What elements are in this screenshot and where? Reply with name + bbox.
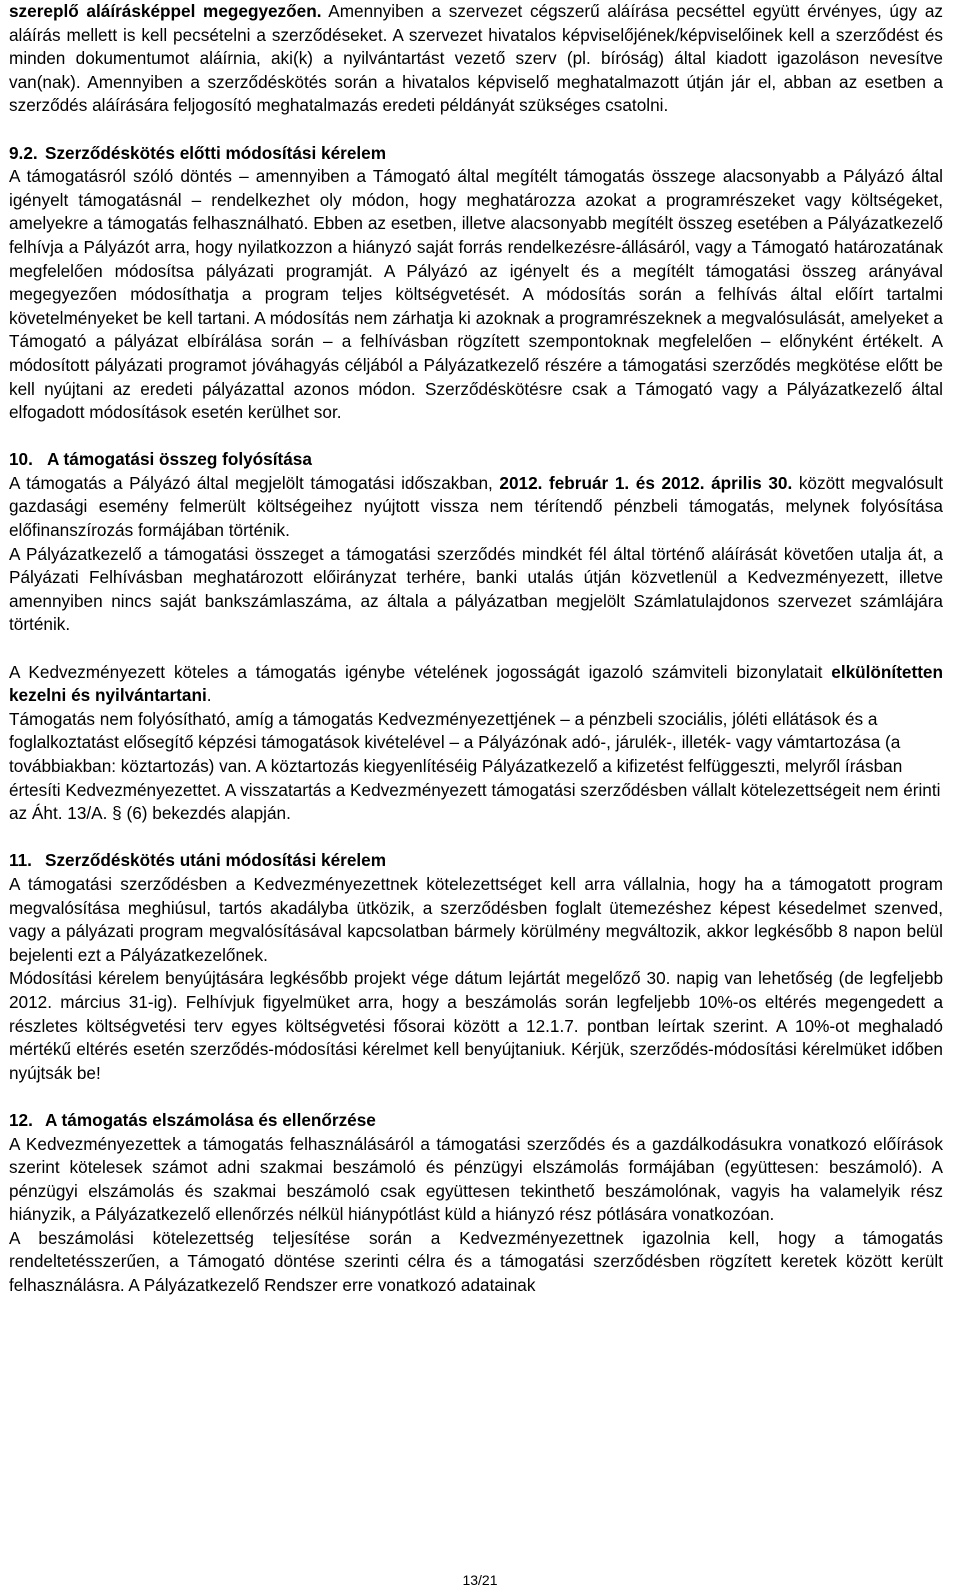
body-text: A Kedvezményezett köteles a támogatás igénybe vételének jogosságát igazoló számviteli bizonylatait [9, 661, 832, 682]
page-number: 13/21 [462, 1572, 498, 1588]
section-number: 10. [9, 449, 33, 470]
paragraph: A beszámolási kötelezettség teljesítése során a Kedvezményezettnek igazolnia kell, hogy a támogatás rendeltetésszerűen, a Támogató döntése szerinti célra és a támogatási szerződésben rögzített keretek között került felhasználásra. A Pályázatkezelő Rendszer erre vonatkozó adatainak [9, 1227, 943, 1296]
section-number: 11. [9, 850, 32, 871]
paragraph [9, 472, 943, 543]
bold-text: elkülönítetten kezelni és nyilvántartani [9, 661, 943, 706]
bold-text: 2012. február 1. és 2012. április 30. [499, 472, 793, 493]
body-text: Amennyiben a szervezet cégszerű aláírása pecséttel együtt érvényes, úgy az aláírás mellett is kell pecsételni a szerződéseket. A szervezet hivatalos képviselőjének/képviselőinek kell a szerződést és minden dokumentumot aláírnia, aki(k) a nyilvántartást vezető szerv (pl. bíróság) által kiadott igazoláson nevesítve van(nak). Amennyiben a szerződéskötés során a hivatalos képviselő meghatalmazott útján jár el, abban az esetben a szerződés aláírására feljogosító meghatalmazás eredeti példányát szükséges csatolni. [9, 1, 943, 116]
body-text: A támogatás a Pályázó által megjelölt támogatási időszakban, [9, 472, 500, 493]
paragraph: A Pályázatkezelő a támogatási összeget a támogatási szerződés mindkét fél által történő aláírását követően utalja át, a Pályázati Felhívásban meghatározott előirányzat terhére, banki utalás útján közvetlenül a Kedvezményezett, illetve amennyiben nincs saját bankszámlaszáma, az általa a pályázatban megjelölt Számlatulajdonos szervezet számlájára történik. [9, 543, 943, 635]
body-text: között megvalósult gazdasági esemény felmerült költségeihez nyújtott vissza nem térítendő pénzbeli támogatás, melynek folyósítása előfinanszírozás formájában történik. [9, 472, 944, 541]
section-title: Szerződéskötés előtti módosítási kérelem [45, 142, 387, 163]
section-title: Szerződéskötés utáni módosítási kérelem [45, 850, 387, 871]
section-heading-11 [9, 849, 943, 873]
paragraph: Módosítási kérelem benyújtására legkésőbb projekt vége dátum lejártát megelőző 30. napig van lehetőség (de legfeljebb 2012. március 31-ig). Felhívjuk figyelmüket arra, hogy a beszámolás során legfeljebb 10%-os eltérés megengedett a részletes költségvetési terv egyes költségvetési fősorai között a 12.1.7. pontban leírtak szerint. A 10%-ot meghaladó mértékű eltérés esetén szerződés-módosítási kérelmet kell benyújtaniuk. Kérjük, szerződés-módosítási kérelmüket időben nyújtsák be! [9, 968, 943, 1083]
section-number: 9.2. [9, 142, 38, 163]
paragraph [9, 661, 943, 708]
section-number: 12. [9, 1109, 33, 1130]
document-page [9, 0, 943, 1298]
section-title: A támogatás elszámolása és ellenőrzése [45, 1109, 376, 1130]
body-text: . [206, 685, 212, 706]
paragraph [9, 0, 943, 118]
section-title: A támogatási összeg folyósítása [47, 449, 312, 470]
paragraph: A támogatásról szóló döntés – amennyiben a Támogató által megítélt támogatás összege alacsonyabb a Pályázó által igényelt támogatásnál – rendelkezhet oly módon, hogy meghatározza azokat a programrészeket vagy költségeket, amelyekre a támogatás felhasználható. Ebben az esetben, illetve alacsonyabb megítélt összeg esetében a Pályázatkezelő felhívja a Pályázót arra, hogy nyilatkozzon a hiányzó saját forrás rendelkezésre-állásáról, vagy a Támogató határozatának megfelelően módosítsa pályázati programját. A Pályázó az igényelt és a megítélt támogatási összeg arányával megegyezően módosíthatja a program teljes költségvetését. A módosítás során a felhívás által előírt tartalmi követelményeket be kell tartani. A módosítás nem zárhatja ki azoknak a programrészeknek a megvalósulását, amelyeket a Támogató a pályázat elbírálása során – a felhívásban rögzített szempontoknak megfelelően – előnyként értékelt. A módosított pályázati programot jóváhagyás céljából a Pályázatkezelő részére a támogatási szerződés megkötése előtt be kell nyújtani az eredeti pályázattal azonos módon. Szerződéskötésre csak a Támogató vagy a Pályázatkezelő által elfogadott módosítások esetén kerülhet sor. [9, 166, 943, 423]
paragraph: A támogatási szerződésben a Kedvezményezettnek kötelezettséget kell arra vállalnia, hogy ha a támogatott program megvalósítása meghiúsul, tartós akadályba ütközik, a szerződésben foglalt ütemezéshez képest késedelmet szenved, vagy a pályázati program megvalósításával kapcsolatban bármely körülmény megváltozik, akkor legkésőbb 8 napon belül bejelenti ezt a Pályázatkezelőnek. [9, 873, 943, 965]
section-heading-9-2 [9, 142, 943, 166]
section-heading-12 [9, 1109, 943, 1133]
bold-text: szereplő aláírásképpel megegyezően. [9, 1, 322, 21]
paragraph: A Kedvezményezettek a támogatás felhasználásáról a támogatási szerződés és a gazdálkodásukra vonatkozó előírások szerint kötelesek számot adni szakmai beszámoló és pénzügyi elszámolás formájában (együttesen: beszámoló). A pénzügyi elszámolás és szakmai beszámoló csak együttesen tekinthető beszámolónak, vagyis ha valamelyik rész hiányzik, a Pályázatkezelő ellenőrzés nélkül hiánypótlást küld a hiányzó rész pótlására vonatkozóan. [9, 1133, 943, 1225]
paragraph: Támogatás nem folyósítható, amíg a támogatás Kedvezményezettjének – a pénzbeli szociális, jóléti ellátások és a foglalkoztatást elősegítő képzési támogatások kivételével – a Pályázónak adó-, járulék-, illeték- vagy vámtartozása (a továbbiakban: köztartozás) van. A köztartozás kiegyenlítéséig Pályázatkezelő a kifizetést felfüggeszti, melyről írásban értesíti Kedvezményezettet. A visszatartás a Kedvezményezett támogatási szerződésben vállalt kötelezettségeit nem érinti az Áht. 13/A. § (6) bekezdés alapján. [9, 708, 941, 824]
section-heading-10 [9, 448, 943, 472]
